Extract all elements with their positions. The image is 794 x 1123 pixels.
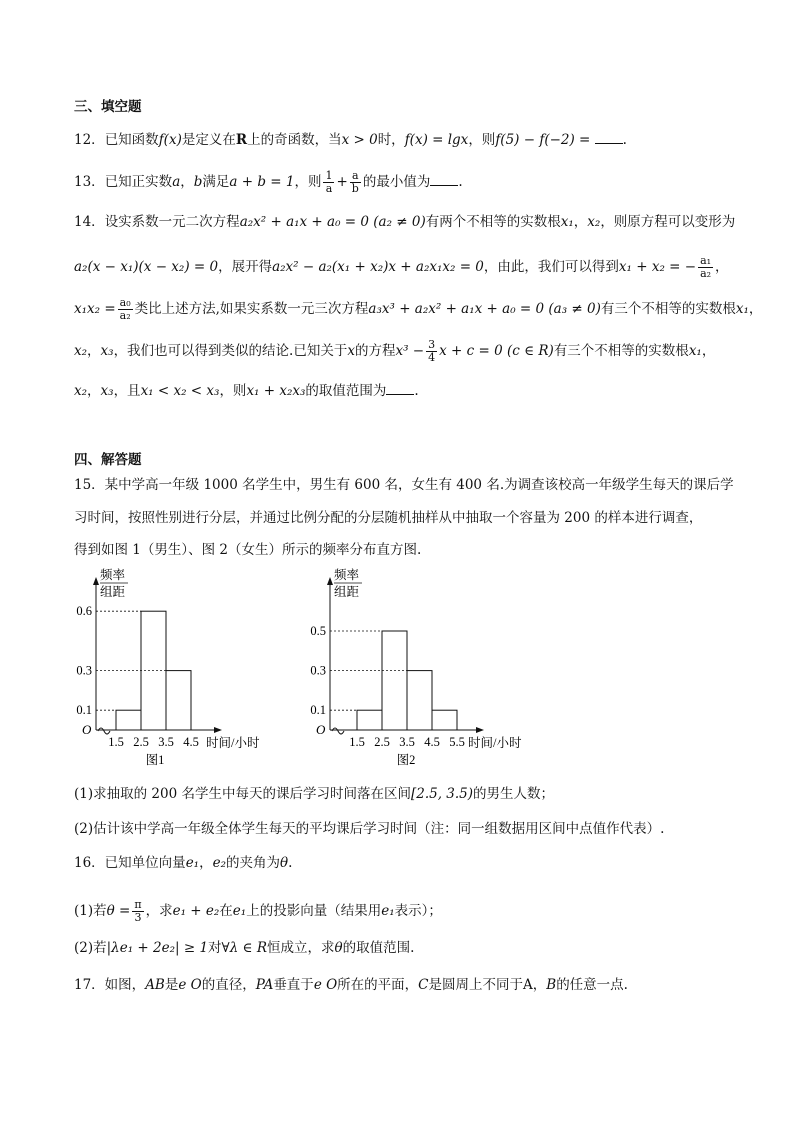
- q12-number: 12．: [74, 132, 105, 148]
- histogram-bar-3: [432, 710, 457, 730]
- q12-R: R: [235, 132, 248, 148]
- q12-expr: f(5) − f(−2) =: [495, 132, 591, 148]
- q12-fx: f(x): [158, 132, 182, 148]
- q12-cond: x > 0: [341, 132, 378, 148]
- q14-x2: x₂: [74, 383, 88, 399]
- q14-sep: ，: [701, 343, 716, 359]
- q15-line-3: 得到如图 1（男生）、图 2（女生）所示的频率分布直方图.: [74, 542, 422, 558]
- q17-text: 17．如图，: [74, 977, 146, 993]
- q14-product: x₁x₂ =: [74, 301, 116, 317]
- q16-inequality: |λe₁ + 2e₂| ≥ 1: [106, 940, 209, 956]
- x-tick-label: 1.5: [108, 735, 124, 749]
- q14-text: 有三个不相等的实数根: [553, 343, 689, 359]
- y-axis-label-top: 频率: [334, 568, 360, 582]
- histogram-bar-0: [116, 710, 141, 730]
- q17-B: B: [546, 977, 557, 993]
- q16-e2: e₂: [212, 855, 226, 871]
- q14-quadratic-eq: a₂x² + a₁x + a₀ = 0 (a₂ ≠ 0): [239, 214, 426, 230]
- q13-plus: +: [336, 174, 348, 190]
- q13-text-c: ，则: [294, 174, 322, 190]
- q14-cubic-eq: a₃x³ + a₂x² + a₁x + a₀ = 0 (a₃ ≠ 0): [368, 301, 601, 317]
- q16-text: ，求: [145, 903, 173, 919]
- q16-sum-vector: e₁ + e₂: [172, 903, 220, 919]
- q17-text: 垂直于: [273, 977, 314, 993]
- q17-AB: AB: [145, 977, 165, 993]
- q14-text: ，则原方程可以变形为: [600, 214, 736, 230]
- q16-fraction-pi-3: $\frac{\pi}{3}$: [134, 898, 142, 924]
- q13-fraction-1: $\frac{1}{a}$: [325, 169, 333, 195]
- q14-fraction-a1-a2: $\frac{\text{a₁}}{\text{a₂}}$: [700, 254, 712, 280]
- q15-part-1: [74, 785, 554, 803]
- q16-forall: ∀λ ∈ R: [221, 940, 267, 956]
- q14-text: ，由此，我们可以得到: [483, 259, 619, 275]
- y-axis-arrow: [327, 577, 333, 585]
- x-axis-arrow: [214, 727, 222, 733]
- q12-text-b: 是定义在: [181, 132, 236, 148]
- x-tick-label: 3.5: [158, 735, 174, 749]
- histogram-bar-0: [357, 710, 382, 730]
- q16-text: 的取值范围.: [342, 940, 415, 956]
- q14-text: 有三个不相等的实数根: [600, 301, 736, 317]
- q16-text: 对: [208, 940, 222, 956]
- y-axis-label-top: 频率: [100, 568, 126, 582]
- axis-break-mark: [98, 728, 110, 734]
- q14-end: .: [414, 383, 419, 399]
- histogram-bar-2: [407, 671, 432, 730]
- q12-text-c: 上的奇函数，当: [247, 132, 342, 148]
- q16-text: 在: [219, 903, 233, 919]
- q14-sep: ，: [573, 214, 588, 230]
- question-14-line-2: [74, 255, 729, 280]
- q14-x1: x₁: [560, 214, 574, 230]
- q14-x2: x₂: [74, 343, 88, 359]
- q16-text: 表示）；: [394, 903, 442, 919]
- q17-text: 是: [164, 977, 179, 993]
- x-axis-arrow: [476, 727, 484, 733]
- figure-title: 图1: [145, 753, 165, 767]
- q17-PA: PA: [255, 977, 274, 993]
- q14-x1: x₁: [735, 301, 749, 317]
- q17-text: 是圆周上不同于: [428, 977, 524, 993]
- q14-x1: x₁: [688, 343, 702, 359]
- y-axis-arrow: [93, 577, 99, 585]
- x-axis-label: 时间/小时: [206, 736, 260, 750]
- q16-text: (1)若: [74, 903, 107, 919]
- q14-sep: ，: [715, 259, 729, 275]
- y-tick-label: 0.3: [76, 663, 92, 678]
- question-16: [74, 854, 292, 872]
- q15-part-2: (2)估计该中学高一年级全体学生每天的平均课后学习时间（注：同一组数据用区间中点值作代表）.: [74, 821, 665, 837]
- q16-sep: ，: [199, 855, 213, 871]
- q17-circle-O: e O: [178, 977, 202, 993]
- q14-order-cond: x₁ < x₂ < x₃: [140, 383, 220, 399]
- y-tick-label: 0.5: [310, 624, 326, 638]
- q12-end: .: [622, 132, 627, 148]
- y-tick-label: 0.6: [76, 604, 92, 619]
- q14-target-expr: x₁ + x₂x₃: [246, 383, 306, 399]
- q14-x3: x₃: [100, 383, 114, 399]
- q16-text: 的夹角为: [226, 855, 280, 871]
- q14-given-eq-a: x³ −: [395, 343, 425, 359]
- x-axis-label: 时间/小时: [468, 736, 522, 750]
- q13-a: a: [172, 174, 181, 190]
- q15-part-1-text-end: 的男生人数；: [473, 786, 555, 802]
- q12-text-a: 已知函数: [104, 132, 159, 148]
- q13-text-d: 的最小值为: [362, 174, 431, 190]
- q16-text: 恒成立，求: [267, 940, 335, 956]
- section-3-title: 三、填空题: [74, 99, 142, 115]
- histogram-figure-2: [300, 565, 550, 770]
- q14-answer-blank[interactable]: [386, 382, 414, 395]
- q17-A: A: [523, 977, 533, 993]
- q14-text: ，我们也可以得到类似的结论.已知关于: [113, 343, 348, 359]
- q14-fraction-a0-a2: $\frac{\text{a₀}}{\text{a₂}}$: [119, 296, 131, 322]
- q16-theta: θ: [334, 940, 343, 956]
- q16-e1: e₁: [381, 903, 395, 919]
- q13-text-a: 已知正实数: [104, 174, 173, 190]
- q16-text: (2)若: [74, 940, 107, 956]
- q14-text: 的取值范围为: [305, 383, 387, 399]
- q14-sum: x₁ + x₂ = −: [618, 259, 697, 275]
- histogram-bar-1: [382, 631, 407, 730]
- q12-text-d: 时，: [377, 132, 405, 148]
- q13-cond: a + b = 1: [229, 174, 295, 190]
- figure-title: 图2: [396, 753, 416, 767]
- question-14-line-1: [74, 213, 735, 231]
- x-tick-label: 3.5: [399, 735, 415, 749]
- q13-answer-blank[interactable]: [430, 173, 458, 186]
- q13-sep: ，: [180, 174, 194, 190]
- q15-part-1-text: (1)求抽取的 200 名学生中每天的课后学习时间落在区间: [74, 786, 411, 802]
- question-14-line-3: [74, 297, 762, 322]
- q16-text: 16．已知单位向量: [74, 855, 186, 871]
- q14-expanded-eq: a₂x² − a₂(x₁ + x₂)x + a₂x₁x₂ = 0: [272, 259, 484, 275]
- q13-b: b: [193, 174, 203, 190]
- q16-part-2: [74, 939, 414, 957]
- x-tick-label: 2.5: [133, 735, 149, 749]
- q14-x2: x₂: [587, 214, 601, 230]
- q15-interval: [2.5, 3.5): [410, 786, 474, 802]
- q14-number: 14．: [74, 214, 105, 230]
- q14-sep: ，: [87, 383, 101, 399]
- q12-def: f(x) = lgx: [404, 132, 469, 148]
- question-17: [74, 976, 628, 994]
- q15-line-2: 习时间，按照性别进行分层，并通过比例分配的分层随机抽样从中抽取一个容量为 200 的样本进行调查，: [74, 510, 703, 526]
- histogram-figure-1: [70, 565, 300, 770]
- q14-sep: ，: [87, 343, 101, 359]
- q16-part-1: [74, 899, 442, 924]
- q14-given-eq-b: x + c = 0 (c ∈ R): [439, 343, 554, 359]
- q14-text: ，则: [219, 383, 247, 399]
- x-tick-label: 4.5: [424, 735, 440, 749]
- q14-x3: x₃: [100, 343, 114, 359]
- q14-x: x: [347, 343, 355, 359]
- question-14-line-4: [74, 339, 715, 364]
- q17-text: 所在的平面，: [337, 977, 419, 993]
- q14-text: 设实系数一元二次方程: [104, 214, 240, 230]
- q14-factored-eq: a₂(x − x₁)(x − x₂) = 0: [74, 259, 219, 275]
- question-12: [74, 131, 627, 149]
- q14-fraction-3-4: $\frac{3}{4}$: [428, 338, 436, 364]
- q14-text: 类比上述方法,如果实系数一元三次方程: [134, 301, 369, 317]
- x-tick-label: 5.5: [449, 735, 465, 749]
- y-axis-label-bottom: 组距: [334, 585, 360, 599]
- y-tick-label: 0.1: [310, 703, 326, 718]
- q17-sep: ，: [532, 977, 547, 993]
- histogram-bar-2: [166, 671, 191, 730]
- q13-number: 13．: [74, 174, 105, 190]
- q16-e1: e₁: [232, 903, 247, 919]
- q12-answer-blank[interactable]: [595, 131, 623, 144]
- q16-theta: θ: [280, 855, 289, 871]
- x-tick-label: 2.5: [374, 735, 390, 749]
- q12-text-e: ，则: [468, 132, 496, 148]
- y-tick-label: 0.1: [76, 703, 92, 718]
- q17-text: 的任意一点.: [556, 977, 628, 993]
- q14-text: 的方程: [354, 343, 396, 359]
- q13-text-b: 满足: [202, 174, 230, 190]
- section-4-title: 四、解答题: [74, 452, 142, 468]
- q16-text: 上的投影向量（结果用: [246, 903, 382, 919]
- q14-text: ，展开得: [218, 259, 273, 275]
- y-axis-label-bottom: 组距: [100, 585, 126, 599]
- origin-label: O: [316, 722, 326, 737]
- q16-e1: e₁: [185, 855, 200, 871]
- q15-line-1: 15．某中学高一年级 1000 名学生中，男生有 600 名，女生有 400 名.为调查该校高一年级学生每天的课后学: [74, 477, 734, 493]
- x-tick-label: 4.5: [183, 735, 199, 749]
- q14-text: 有两个不相等的实数根: [425, 214, 561, 230]
- q13-fraction-2: $\frac{a}{b}$: [351, 169, 359, 195]
- q14-sep: ，: [748, 301, 763, 317]
- q17-text: 的直径，: [201, 977, 256, 993]
- q16-theta-eq: θ =: [106, 903, 131, 919]
- origin-label: O: [82, 722, 92, 737]
- q13-end: .: [458, 174, 463, 190]
- q17-circle-O: e O: [313, 977, 338, 993]
- question-14-line-5: [74, 382, 419, 400]
- y-tick-label: 0.3: [310, 663, 326, 678]
- q16-end: .: [288, 855, 293, 871]
- q14-text: ，且: [113, 383, 141, 399]
- question-13: [74, 170, 463, 195]
- axis-break-mark: [332, 728, 344, 734]
- q17-C: C: [418, 977, 429, 993]
- x-tick-label: 1.5: [349, 735, 365, 749]
